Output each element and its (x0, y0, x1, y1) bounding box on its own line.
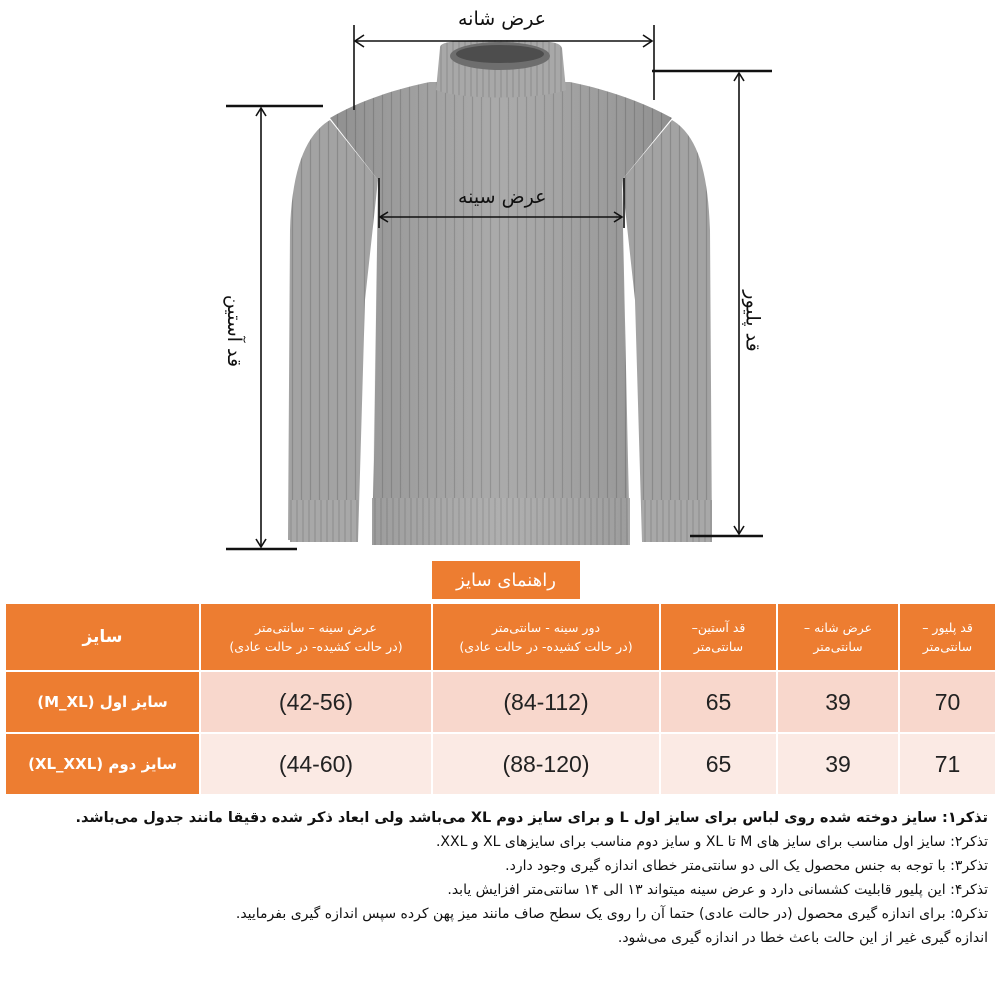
cell-size: سایز دوم (XL_XXL) (6, 734, 199, 794)
note-5-continued: اندازه گیری غیر از این حالت باعث خطا در اندازه گیری می‌شود. (617, 930, 988, 946)
sweater-body (330, 82, 672, 545)
note-2: تذکر۲: سایز اول مناسب برای سایز های M تا XL و سایز دوم مناسب برای سایزهای XL و XXL. (435, 834, 988, 850)
note-4: تذکر۴: این پلیور قابلیت کشسانی دارد و عرض سینه میتواند ۱۳ الی ۱۴ سانتی‌متر افزایش یابد. (447, 882, 988, 898)
table-row (6, 672, 995, 732)
header-chest-circumference: دور سینه - سانتی‌متر (در حالت کشیده- در حالت عادی) (433, 604, 659, 670)
right-sleeve (622, 120, 712, 542)
shoulder-width-label: عرض شانه (458, 8, 547, 30)
cell-chest-width: (44-60) (201, 734, 431, 794)
header-size: سایز (6, 604, 199, 670)
left-sleeve (288, 120, 378, 542)
cell-chest-width: (42-56) (201, 672, 431, 732)
note-3: تذکر۳: با توجه به جنس محصول یک الی دو سانتی‌متر خطای اندازه گیری وجود دارد. (505, 858, 988, 874)
cell-size: سایز اول (M_XL) (6, 672, 199, 732)
header-sleeve-length: قد آستین– سانتی‌متر (661, 604, 776, 670)
cell-length: 70 (900, 672, 995, 732)
turtleneck-collar (436, 40, 566, 98)
size-table (4, 602, 997, 796)
note-5: تذکر۵: برای اندازه گیری محصول (در حالت عادی) حتما آن را روی یک سطح صاف مانند میز پهن کرده سپس اندازه گیری بفرمایید. (235, 906, 988, 922)
note-1: تذکر۱: سایز دوخته شده روی لباس برای سایز اول L و برای سایز دوم XL می‌باشد ولی ابعاد ذکر شده دقیقا مانند جدول می‌باشد. (75, 810, 988, 826)
table-header-row (6, 604, 995, 670)
table-row (6, 734, 995, 794)
cell-sleeve: 65 (661, 672, 776, 732)
sleeve-length-label: قد آستین (223, 294, 246, 368)
cell-chest-circ: (84-112) (433, 672, 659, 732)
pullover-length-label: قد پلیور (741, 290, 764, 352)
header-chest-width: عرض سینه – سانتی‌متر (در حالت کشیده- در حالت عادی) (201, 604, 431, 670)
header-pullover-length: قد پلیور – سانتی‌متر (900, 604, 995, 670)
cell-sleeve: 65 (661, 734, 776, 794)
cell-chest-circ: (88-120) (433, 734, 659, 794)
size-guide-title: راهنمای سایز (432, 561, 580, 599)
header-shoulder-width: عرض شانه – سانتی‌متر (778, 604, 898, 670)
chest-width-label: عرض سینه (458, 186, 547, 208)
cell-shoulder: 39 (778, 672, 898, 732)
cell-length: 71 (900, 734, 995, 794)
cell-shoulder: 39 (778, 734, 898, 794)
notes-section (8, 806, 988, 950)
